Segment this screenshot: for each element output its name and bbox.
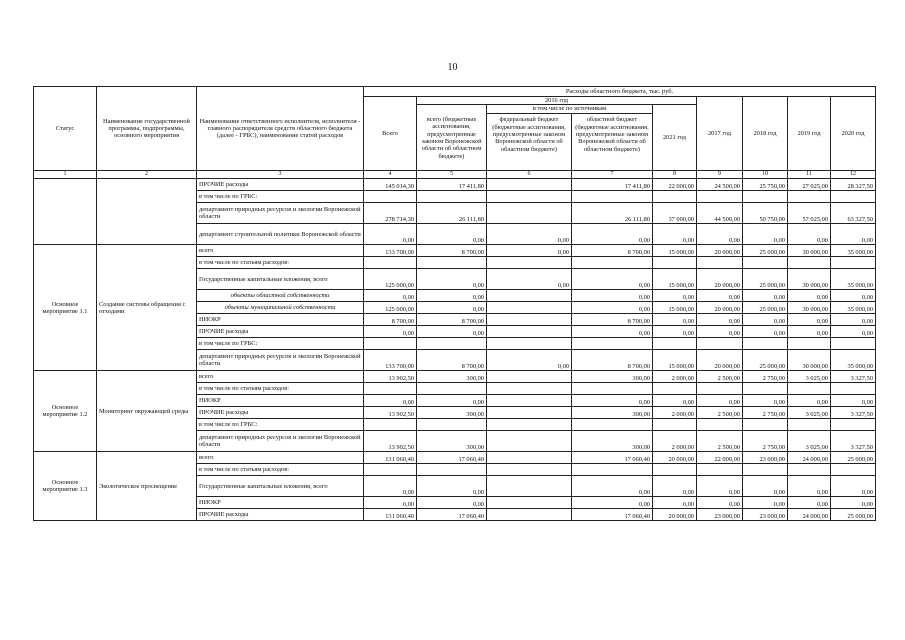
value-cell	[572, 383, 653, 395]
value-cell: 8 700,00	[417, 350, 487, 371]
value-cell	[653, 338, 697, 350]
value-cell: 2 500,00	[697, 431, 743, 452]
value-cell: 0,00	[743, 290, 788, 302]
value-cell: 0,00	[788, 314, 831, 326]
column-number: 6	[487, 171, 572, 179]
value-cell: 2 500,00	[697, 371, 743, 383]
value-cell: 2 750,00	[743, 431, 788, 452]
value-cell: 0,00	[487, 224, 572, 245]
row-label: НИОКР	[197, 314, 364, 326]
row-label: Государственные капитальные вложения, всего	[197, 269, 364, 290]
value-cell	[487, 371, 572, 383]
value-cell: 0,00	[364, 290, 417, 302]
table-row	[34, 179, 876, 191]
value-cell	[572, 338, 653, 350]
value-cell: 0,00	[697, 395, 743, 407]
value-cell: 0,00	[831, 314, 876, 326]
value-cell: 2 000,00	[653, 371, 697, 383]
column-number: 11	[788, 171, 831, 179]
program-cell: Создание системы обращения с отходами	[97, 245, 197, 371]
value-cell: 8 700,00	[572, 314, 653, 326]
year-2017-header: 2017 год	[697, 97, 743, 171]
value-cell: 20 000,00	[697, 269, 743, 290]
value-cell: 0,00	[743, 314, 788, 326]
value-cell: 35 000,00	[831, 269, 876, 290]
value-cell	[417, 257, 487, 269]
value-cell: 0,00	[417, 290, 487, 302]
value-cell: 3 327,50	[831, 431, 876, 452]
value-cell: 300,00	[572, 371, 653, 383]
executor-header: Наименование ответственного исполнителя, исполнителя - главного распорядителя средств областного бюджета (далее - ГРБС), наименование статей расходов	[197, 87, 364, 171]
value-cell: 0,00	[572, 497, 653, 509]
value-cell	[653, 419, 697, 431]
value-cell: 300,00	[572, 431, 653, 452]
status-cell: Основное мероприятие 1.3	[34, 452, 97, 521]
value-cell: 0,00	[788, 290, 831, 302]
value-cell: 0,00	[653, 497, 697, 509]
value-cell: 25 000,00	[743, 269, 788, 290]
value-cell	[743, 257, 788, 269]
value-cell	[364, 191, 417, 203]
value-cell: 20 000,00	[653, 452, 697, 464]
value-cell: 0,00	[697, 476, 743, 497]
value-cell	[487, 302, 572, 314]
value-cell	[743, 464, 788, 476]
value-cell: 0,00	[572, 302, 653, 314]
table-row	[34, 452, 876, 464]
value-cell: 17 060,40	[417, 452, 487, 464]
row-label: департамент природных ресурсов и экологии Воронежской области	[197, 350, 364, 371]
value-cell	[487, 497, 572, 509]
value-cell	[487, 290, 572, 302]
value-cell	[653, 383, 697, 395]
value-cell	[788, 191, 831, 203]
column-number: 9	[697, 171, 743, 179]
status-cell: Основное мероприятие 1.2	[34, 371, 97, 452]
value-cell: 0,00	[697, 497, 743, 509]
value-cell	[487, 407, 572, 419]
value-cell: 133 700,00	[364, 350, 417, 371]
value-cell: 0,00	[364, 395, 417, 407]
value-cell	[364, 338, 417, 350]
value-cell: 0,00	[364, 224, 417, 245]
value-cell: 145 014,30	[364, 179, 417, 191]
expenses-header: Расходы областного бюджета, тыс. руб.	[364, 87, 876, 97]
value-cell	[831, 464, 876, 476]
value-cell: 0,00	[697, 224, 743, 245]
row-label: объекты областной собственности	[197, 290, 364, 302]
value-cell	[417, 419, 487, 431]
value-cell: 35 000,00	[831, 302, 876, 314]
value-cell	[788, 419, 831, 431]
row-label: всего	[197, 371, 364, 383]
value-cell: 0,00	[788, 395, 831, 407]
value-cell: 30 000,00	[788, 302, 831, 314]
value-cell: 0,00	[653, 290, 697, 302]
value-cell	[417, 464, 487, 476]
value-cell: 20 000,00	[697, 350, 743, 371]
value-cell: 0,00	[364, 497, 417, 509]
value-cell: 0,00	[572, 326, 653, 338]
value-cell: 0,00	[364, 326, 417, 338]
column-number: 8	[653, 171, 697, 179]
value-cell: 0,00	[417, 269, 487, 290]
row-label: ПРОЧИЕ расходы	[197, 509, 364, 521]
year-2020-header: 2020 год	[831, 97, 876, 171]
row-label: Государственные капитальные вложения, всего	[197, 476, 364, 497]
value-cell: 15 000,00	[653, 245, 697, 257]
value-cell: 8 700,00	[364, 314, 417, 326]
value-cell: 13 902,50	[364, 407, 417, 419]
value-cell: 17 060,40	[572, 452, 653, 464]
value-cell	[697, 383, 743, 395]
value-cell	[364, 419, 417, 431]
value-cell: 0,00	[572, 395, 653, 407]
status-cell: Основное мероприятие 1.1	[34, 245, 97, 371]
value-cell: 13 902,50	[364, 371, 417, 383]
value-cell	[487, 509, 572, 521]
value-cell: 300,00	[417, 431, 487, 452]
table-body	[34, 179, 876, 521]
table-row	[34, 371, 876, 383]
value-cell: 300,00	[572, 407, 653, 419]
value-cell	[653, 191, 697, 203]
value-cell: 0,00	[572, 224, 653, 245]
row-label: НИОКР	[197, 497, 364, 509]
value-cell: 0,00	[417, 395, 487, 407]
value-cell	[417, 383, 487, 395]
row-label: всего	[197, 452, 364, 464]
value-cell	[417, 338, 487, 350]
value-cell	[572, 419, 653, 431]
row-label: НИОКР	[197, 395, 364, 407]
value-cell: 0,00	[653, 476, 697, 497]
row-label: департамент природных ресурсов и экологии Воронежской области	[197, 203, 364, 224]
value-cell: 0,00	[831, 476, 876, 497]
value-cell: 3 025,00	[788, 371, 831, 383]
column-number: 3	[197, 171, 364, 179]
value-cell: 0,00	[788, 497, 831, 509]
value-cell	[417, 191, 487, 203]
value-cell: 17 411,80	[417, 179, 487, 191]
value-cell: 50 750,00	[743, 203, 788, 224]
value-cell	[364, 464, 417, 476]
value-cell: 0,00	[653, 224, 697, 245]
value-cell: 0,00	[743, 395, 788, 407]
row-label: в том числе по ГРБС:	[197, 191, 364, 203]
value-cell: 0,00	[487, 350, 572, 371]
value-cell	[831, 191, 876, 203]
value-cell: 0,00	[743, 476, 788, 497]
value-cell: 0,00	[743, 326, 788, 338]
row-label: в том числе по статьям расходов:	[197, 257, 364, 269]
value-cell	[487, 314, 572, 326]
value-cell	[487, 179, 572, 191]
value-cell	[831, 257, 876, 269]
value-cell: 24 000,00	[788, 509, 831, 521]
value-cell: 0,00	[417, 326, 487, 338]
value-cell	[653, 464, 697, 476]
federal-header: федеральный бюджет (бюджетные ассигнования, предусмотренные законом Воронежской области об областном бюджете)	[487, 114, 572, 170]
value-cell	[364, 257, 417, 269]
value-cell: 0,00	[831, 326, 876, 338]
value-cell: 0,00	[831, 290, 876, 302]
value-cell: 0,00	[743, 497, 788, 509]
value-cell: 25 000,00	[743, 302, 788, 314]
row-label: в том числе по статьям расходов:	[197, 464, 364, 476]
total-header: Всего	[364, 97, 417, 171]
value-cell: 0,00	[417, 497, 487, 509]
value-cell	[572, 191, 653, 203]
value-cell: 44 500,00	[697, 203, 743, 224]
value-cell: 125 000,00	[364, 269, 417, 290]
value-cell: 25 000,00	[743, 245, 788, 257]
value-cell: 13 902,50	[364, 431, 417, 452]
value-cell: 0,00	[697, 326, 743, 338]
sources-header	[487, 105, 653, 171]
table-row	[34, 245, 876, 257]
value-cell: 30 000,00	[788, 269, 831, 290]
value-cell: 23 000,00	[743, 509, 788, 521]
value-cell	[788, 257, 831, 269]
value-cell: 131 060,40	[364, 509, 417, 521]
value-cell	[743, 338, 788, 350]
value-cell: 17 060,40	[572, 509, 653, 521]
value-cell	[487, 257, 572, 269]
value-cell	[487, 464, 572, 476]
column-number: 12	[831, 171, 876, 179]
year-2016-header: 2016 год	[417, 97, 697, 105]
row-label: ПРОЧИЕ расходы	[197, 407, 364, 419]
value-cell: 8 700,00	[572, 245, 653, 257]
value-cell	[487, 203, 572, 224]
value-cell: 3 327,50	[831, 407, 876, 419]
value-cell: 0,00	[788, 326, 831, 338]
value-cell: 0,00	[487, 269, 572, 290]
value-cell: 3 327,50	[831, 371, 876, 383]
value-cell: 0,00	[653, 326, 697, 338]
column-number: 1	[34, 171, 97, 179]
value-cell: 2 500,00	[697, 407, 743, 419]
program-cell	[97, 179, 197, 245]
value-cell	[487, 383, 572, 395]
value-cell: 0,00	[572, 290, 653, 302]
status-cell	[34, 179, 97, 245]
value-cell: 8 700,00	[572, 350, 653, 371]
row-label: всего	[197, 245, 364, 257]
value-cell: 125 000,00	[364, 302, 417, 314]
value-cell: 25 000,00	[831, 452, 876, 464]
value-cell	[743, 419, 788, 431]
value-cell: 26 111,80	[417, 203, 487, 224]
value-cell: 63 327,50	[831, 203, 876, 224]
value-cell: 0,00	[572, 269, 653, 290]
value-cell: 22 000,00	[697, 452, 743, 464]
value-cell	[487, 395, 572, 407]
value-cell	[697, 464, 743, 476]
value-cell: 30 000,00	[788, 350, 831, 371]
year-2019-header: 2019 год	[788, 97, 831, 171]
value-cell	[572, 257, 653, 269]
row-label: в том числе по статьям расходов:	[197, 383, 364, 395]
value-cell: 0,00	[572, 476, 653, 497]
value-cell: 0,00	[364, 476, 417, 497]
value-cell	[487, 476, 572, 497]
column-number: 5	[417, 171, 487, 179]
value-cell	[697, 257, 743, 269]
value-cell: 20 000,00	[697, 302, 743, 314]
value-cell: 0,00	[831, 224, 876, 245]
value-cell	[697, 191, 743, 203]
value-cell	[487, 431, 572, 452]
regional-header: областной бюджет (бюджетные ассигнования, предусмотренные законом Воронежской области об областном бюджете)	[575, 116, 649, 153]
value-cell: 8 700,00	[417, 245, 487, 257]
page-number: 10	[447, 62, 458, 73]
value-cell	[831, 419, 876, 431]
value-cell: 2 750,00	[743, 371, 788, 383]
value-cell: 300,00	[417, 407, 487, 419]
value-cell: 23 000,00	[743, 452, 788, 464]
value-cell: 20 000,00	[653, 509, 697, 521]
value-cell: 0,00	[417, 224, 487, 245]
value-cell: 25 000,00	[831, 509, 876, 521]
program-cell: Мониторинг окружающей среды	[97, 371, 197, 452]
row-label: ПРОЧИЕ расходы	[197, 179, 364, 191]
incl-sources-label: в том числе по источникам	[487, 105, 652, 114]
value-cell: 57 025,00	[788, 203, 831, 224]
value-cell	[487, 452, 572, 464]
value-cell: 17 060,40	[417, 509, 487, 521]
value-cell: 2 750,00	[743, 407, 788, 419]
value-cell: 0,00	[697, 290, 743, 302]
column-number: 7	[572, 171, 653, 179]
row-label: в том числе по ГРБС:	[197, 338, 364, 350]
value-cell: 25 000,00	[743, 350, 788, 371]
value-cell	[831, 383, 876, 395]
value-cell: 133 700,00	[364, 245, 417, 257]
column-number: 4	[364, 171, 417, 179]
value-cell: 0,00	[788, 476, 831, 497]
value-cell: 0,00	[417, 476, 487, 497]
value-cell	[487, 338, 572, 350]
budget-table	[33, 86, 876, 521]
value-cell	[487, 326, 572, 338]
value-cell: 24 500,00	[697, 179, 743, 191]
value-cell: 3 025,00	[788, 431, 831, 452]
value-cell	[743, 191, 788, 203]
value-cell: 15 000,00	[653, 302, 697, 314]
value-cell	[788, 383, 831, 395]
value-cell: 27 025,00	[788, 179, 831, 191]
year-2021-header: 2021 год	[653, 105, 697, 171]
value-cell: 37 000,00	[653, 203, 697, 224]
value-cell	[743, 383, 788, 395]
value-cell: 15 000,00	[653, 350, 697, 371]
value-cell: 0,00	[417, 302, 487, 314]
value-cell: 278 714,30	[364, 203, 417, 224]
row-label: ПРОЧИЕ расходы	[197, 326, 364, 338]
value-cell: 0,00	[653, 395, 697, 407]
value-cell	[788, 464, 831, 476]
value-cell	[364, 383, 417, 395]
year-2018-header: 2018 год	[743, 97, 788, 171]
all-2016-header: всего (бюджетные ассигнования, предусмотренные законом Воронежской области об областном бюджете)	[417, 105, 487, 171]
value-cell	[487, 419, 572, 431]
column-number: 10	[743, 171, 788, 179]
value-cell: 26 111,80	[572, 203, 653, 224]
value-cell	[653, 257, 697, 269]
row-label: объекты муниципальной собственности	[197, 302, 364, 314]
value-cell: 2 000,00	[653, 431, 697, 452]
row-label: департамент строительной политики Воронежской области	[197, 224, 364, 245]
value-cell: 0,00	[788, 224, 831, 245]
value-cell	[487, 191, 572, 203]
value-cell: 0,00	[831, 395, 876, 407]
value-cell: 300,00	[417, 371, 487, 383]
value-cell: 35 000,00	[831, 245, 876, 257]
status-header: Статус	[34, 87, 97, 171]
value-cell: 23 000,00	[697, 509, 743, 521]
column-numbers-row	[34, 171, 876, 179]
value-cell: 24 000,00	[788, 452, 831, 464]
value-cell: 0,00	[697, 314, 743, 326]
row-label: департамент природных ресурсов и экологии Воронежской области	[197, 431, 364, 452]
value-cell: 0,00	[743, 224, 788, 245]
value-cell	[831, 338, 876, 350]
value-cell: 8 700,00	[417, 314, 487, 326]
value-cell: 17 411,80	[572, 179, 653, 191]
column-number: 2	[97, 171, 197, 179]
value-cell: 2 000,00	[653, 407, 697, 419]
value-cell: 22 000,00	[653, 179, 697, 191]
program-header: Наименование государственной программы, подпрограммы, основного мероприятия	[97, 87, 197, 171]
value-cell	[572, 464, 653, 476]
value-cell: 0,00	[487, 245, 572, 257]
value-cell: 0,00	[831, 497, 876, 509]
value-cell: 15 000,00	[653, 269, 697, 290]
value-cell: 35 000,00	[831, 350, 876, 371]
value-cell	[697, 419, 743, 431]
value-cell: 28 327,50	[831, 179, 876, 191]
value-cell: 20 000,00	[697, 245, 743, 257]
value-cell: 3 025,00	[788, 407, 831, 419]
value-cell: 0,00	[653, 314, 697, 326]
value-cell: 25 750,00	[743, 179, 788, 191]
value-cell	[697, 338, 743, 350]
program-cell: Экологическое просвещение	[97, 452, 197, 521]
row-label: в том числе по ГРБС:	[197, 419, 364, 431]
value-cell	[788, 338, 831, 350]
value-cell: 131 060,40	[364, 452, 417, 464]
value-cell: 30 000,00	[788, 245, 831, 257]
